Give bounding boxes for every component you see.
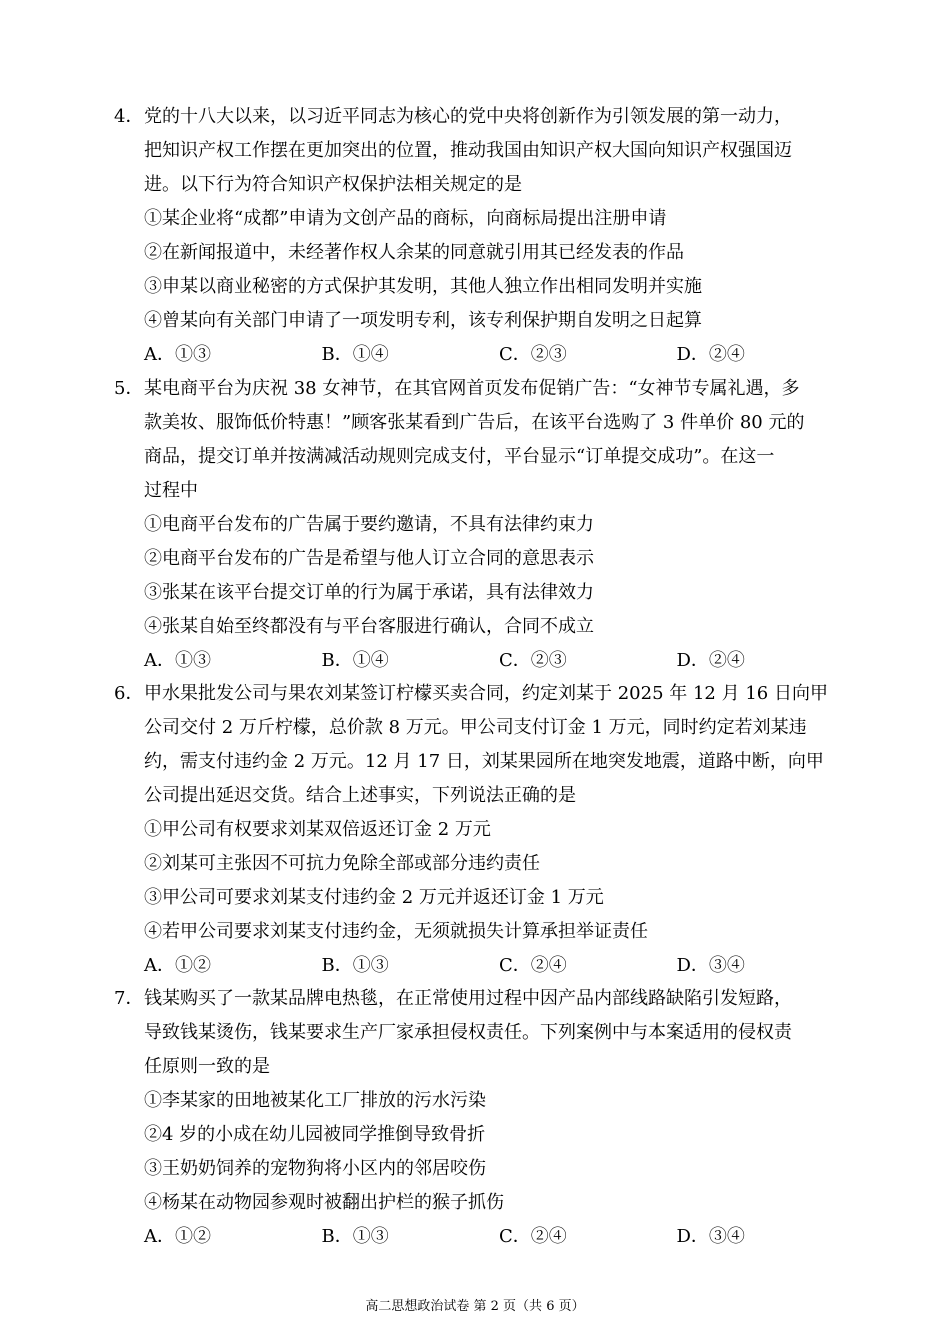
statement-item: ③申某以商业秘密的方式保护其发明，其他人独立作出相同发明并实施 — [144, 276, 702, 297]
question-7 — [114, 982, 854, 1254]
stem-line: 公司交付 2 万斤柠檬，总价款 8 万元。甲公司支付订金 1 万元，同时约定若刘某违 — [144, 717, 807, 738]
stem-line: 进。以下行为符合知识产权保护法相关规定的是 — [144, 174, 522, 195]
stem-line: 过程中 — [144, 480, 198, 501]
statement-item: ③甲公司可要求刘某支付违约金 2 万元并返还订金 1 万元 — [144, 887, 604, 908]
stem-line: 钱某购买了一款某品牌电热毯，在正常使用过程中因产品内部线路缺陷引发短路， — [144, 988, 792, 1009]
stem-line: 款美妆、服饰低价特惠！”顾客张某看到广告后，在该平台选购了 3 件单价 80 元的 — [144, 412, 805, 433]
question-number: 5． — [114, 378, 144, 399]
answer-choices — [114, 644, 854, 678]
question-5 — [114, 372, 854, 678]
choice-b: B．①④ — [321, 650, 389, 671]
stem-line: 任原则一致的是 — [144, 1056, 270, 1077]
stem-line: 约，需支付违约金 2 万元。12 月 17 日，刘某果园所在地突发地震，道路中断，向甲 — [144, 751, 824, 772]
statement-item: ②4 岁的小成在幼儿园被同学推倒导致骨折 — [144, 1124, 486, 1145]
statement-item: ④曾某向有关部门申请了一项发明专利，该专利保护期自发明之日起算 — [144, 310, 702, 331]
statement-item: ③张某在该平台提交订单的行为属于承诺，具有法律效力 — [144, 582, 594, 603]
choice-c: C．②③ — [499, 344, 567, 365]
stem-line: 导致钱某烫伤，钱某要求生产厂家承担侵权责任。下列案例中与本案适用的侵权责 — [144, 1022, 792, 1043]
choice-a: A．①③ — [144, 344, 211, 365]
answer-choices — [114, 949, 854, 983]
page-footer: 高二思想政治试卷 第 2 页（共 6 页） — [365, 1299, 585, 1314]
choice-b: B．①③ — [321, 955, 389, 976]
answer-choices — [114, 1220, 854, 1254]
choice-a: A．①② — [144, 1226, 211, 1247]
question-stem — [114, 677, 854, 711]
choice-c: C．②④ — [499, 955, 567, 976]
question-number: 6． — [114, 683, 144, 704]
stem-line: 商品，提交订单并按满减活动规则完成支付，平台显示“订单提交成功”。在这一 — [144, 446, 775, 467]
question-stem — [114, 982, 854, 1016]
stem-line: 甲水果批发公司与果农刘某签订柠檬买卖合同，约定刘某于 2025 年 12 月 16 日向甲 — [144, 683, 828, 704]
statement-item: ④若甲公司要求刘某支付违约金，无须就损失计算承担举证责任 — [144, 921, 648, 942]
choice-d: D．③④ — [676, 1226, 745, 1247]
choice-a: A．①② — [144, 955, 211, 976]
question-number: 4． — [114, 106, 144, 127]
statement-item: ②在新闻报道中，未经著作权人余某的同意就引用其已经发表的作品 — [144, 242, 684, 263]
statement-item: ②电商平台发布的广告是希望与他人订立合同的意思表示 — [144, 548, 594, 569]
statement-item: ①某企业将“成都”申请为文创产品的商标，向商标局提出注册申请 — [144, 208, 667, 229]
choice-c: C．②④ — [499, 1226, 567, 1247]
choice-b: B．①④ — [321, 344, 389, 365]
choice-a: A．①③ — [144, 650, 211, 671]
choice-d: D．③④ — [676, 955, 745, 976]
question-number: 7． — [114, 988, 144, 1009]
question-stem — [114, 100, 854, 134]
choice-b: B．①③ — [321, 1226, 389, 1247]
stem-line: 把知识产权工作摆在更加突出的位置，推动我国由知识产权大国向知识产权强国迈 — [144, 140, 792, 161]
stem-line: 公司提出延迟交货。结合上述事实，下列说法正确的是 — [144, 785, 576, 806]
stem-line: 某电商平台为庆祝 38 女神节，在其官网首页发布促销广告：“女神节专属礼遇，多 — [144, 378, 800, 399]
statement-item: ④张某自始至终都没有与平台客服进行确认，合同不成立 — [144, 616, 594, 637]
statement-item: ②刘某可主张因不可抗力免除全部或部分违约责任 — [144, 853, 540, 874]
stem-line: 党的十八大以来，以习近平同志为核心的党中央将创新作为引领发展的第一动力， — [144, 106, 792, 127]
choice-d: D．②④ — [676, 344, 745, 365]
question-4 — [114, 100, 854, 372]
choice-c: C．②③ — [499, 650, 567, 671]
question-6 — [114, 677, 854, 983]
statement-item: ④杨某在动物园参观时被翻出护栏的猴子抓伤 — [144, 1192, 504, 1213]
statement-item: ①李某家的田地被某化工厂排放的污水污染 — [144, 1090, 486, 1111]
question-stem — [114, 372, 854, 406]
statement-item: ①甲公司有权要求刘某双倍返还订金 2 万元 — [144, 819, 491, 840]
choice-d: D．②④ — [676, 650, 745, 671]
answer-choices — [114, 338, 854, 372]
statement-item: ①电商平台发布的广告属于要约邀请，不具有法律约束力 — [144, 514, 594, 535]
statement-item: ③王奶奶饲养的宠物狗将小区内的邻居咬伤 — [144, 1158, 486, 1179]
